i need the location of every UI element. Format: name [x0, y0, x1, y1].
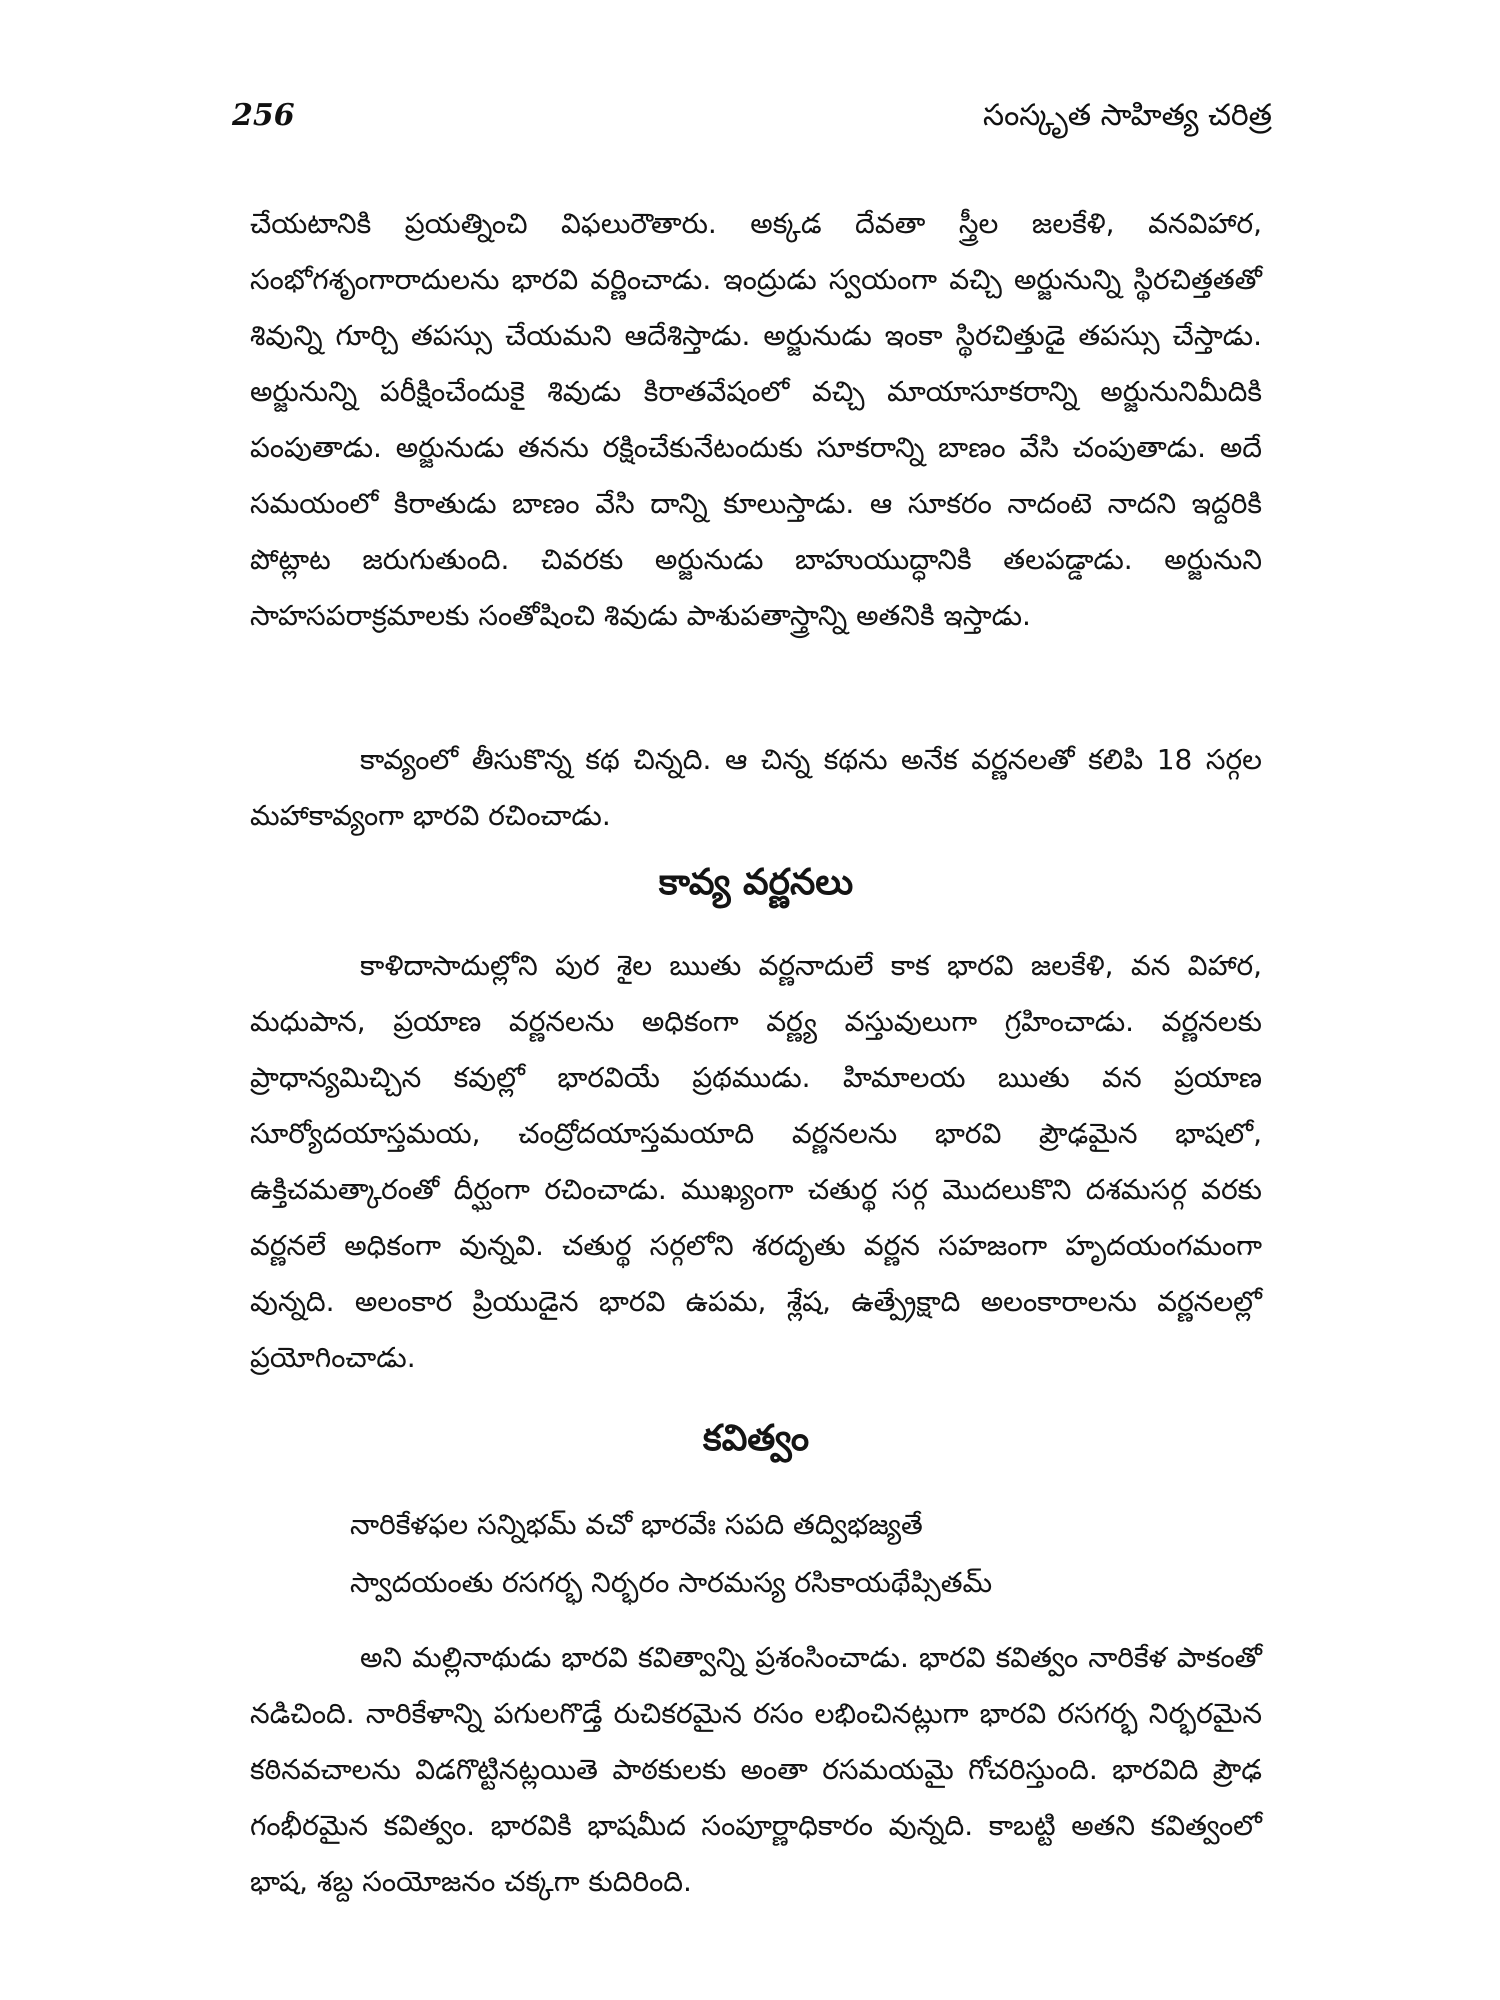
sanskrit-verse [350, 1496, 1250, 1612]
paragraph-text: చేయటానికి ప్రయత్నించి విఫలురౌతారు. అక్కడ దేవతా స్త్రీల జలకేళి, వనవిహార, సంభోగశృంగారాదులను భారవి వర్ణించాడు. ఇంద్రుడు స్వయంగా వచ్చి అర్జునున్ని స్థిరచిత్తతతో శివున్ని గూర్చి తపస్సు చేయమని ఆదేశిస్తాడు. అర్జునుడు ఇంకా స్థిరచిత్తుడై తపస్సు చేస్తాడు. అర్జునున్ని పరీక్షించేందుకై శివుడు కిరాతవేషంలో వచ్చి మాయాసూకరాన్ని అర్జునునిమీదికి పంపుతాడు. అర్జునుడు తనను రక్షించేకునేటందుకు సూకరాన్ని బాణం వేసి చంపుతాడు. అదే సమయంలో కిరాతుడు బాణం వేసి దాన్ని కూలుస్తాడు. ఆ సూకరం నాదంటె నాదని ఇద్దరికి పోట్లాట జరుగుతుంది. చివరకు అర్జునుడు బాహుయుద్ధానికి తలపడ్డాడు. అర్జునుని సాహసపరాక్రమాలకు సంతోషించి శివుడు పాశుపతాస్త్రాన్ని అతనికి ఇస్తాడు. [250, 207, 1262, 632]
paragraph-descriptions [250, 938, 1262, 1386]
section-heading-kavya-varnanalu: కావ్య వర్ణనలు [658, 862, 854, 903]
running-title: సంస్కృత సాహిత్య చరిత్ర [983, 98, 1272, 133]
paragraph-text: అని మల్లినాథుడు భారవి కవిత్వాన్ని ప్రశంసించాడు. భారవి కవిత్వం నారికేళ పాకంతో నడిచింది. నారికేళాన్ని పగులగొడ్తే రుచికరమైన రసం లభించినట్లుగా భారవి రసగర్భ నిర్భరమైన కఠినవచాలను విడగొట్టినట్లయితె పాఠకులకు అంతా రసమయమై గోచరిస్తుంది. భారవిది ప్రౌఢ గంభీరమైన కవిత్వం. భారవికి భాషమీద సంపూర్ణాధికారం వున్నది. కాబట్టి అతని కవిత్వంలో భాష, శబ్ద సంయోజనం చక్కగా కుదిరింది. [250, 1641, 1262, 1898]
paragraph-poetry [250, 1630, 1262, 1910]
paragraph-story-summary [250, 732, 1262, 844]
section-heading-kavitvam: కవిత్వం [702, 1418, 810, 1459]
verse-line: స్వాదయంతు రసగర్భ నిర్భరం సారమస్య రసికాయథేప్సితమ్ [350, 1566, 993, 1599]
paragraph-story [250, 196, 1262, 644]
verse-line: నారికేళఫల సన్నిభమ్ వచో భారవేః సపది తద్విభజ్యతే [350, 1508, 923, 1541]
paragraph-text: కాళిదాసాదుల్లోని పుర శైల ఋతు వర్ణనాదులే కాక భారవి జలకేళి, వన విహార, మధుపాన, ప్రయాణ వర్ణనలను అధికంగా వర్ణ్య వస్తువులుగా గ్రహించాడు. వర్ణనలకు ప్రాధాన్యమిచ్చిన కవుల్లో భారవియే ప్రథముడు. హిమాలయ ఋతు వన ప్రయాణ సూర్యోదయాస్తమయ, చంద్రోదయాస్తమయాది వర్ణనలను భారవి ప్రౌఢమైన భాషలో, ఉక్తిచమత్కారంతో దీర్ఘంగా రచించాడు. ముఖ్యంగా చతుర్థ సర్గ మొదలుకొని దశమసర్గ వరకు వర్ణనలే అధికంగా వున్నవి. చతుర్థ సర్గలోని శరదృతు వర్ణన సహజంగా హృదయంగమంగా వున్నది. అలంకార ప్రియుడైన భారవి ఉపమ, శ్లేష, ఉత్ప్రేక్షాది అలంకారాలను వర్ణనలల్లో ప్రయోగించాడు. [250, 949, 1262, 1374]
page-number: 256 [232, 98, 295, 133]
paragraph-text: కావ్యంలో తీసుకొన్న కథ చిన్నది. ఆ చిన్న కథను అనేక వర్ణనలతో కలిపి 18 సర్గల మహాకావ్యంగా భారవి రచించాడు. [250, 743, 1262, 832]
